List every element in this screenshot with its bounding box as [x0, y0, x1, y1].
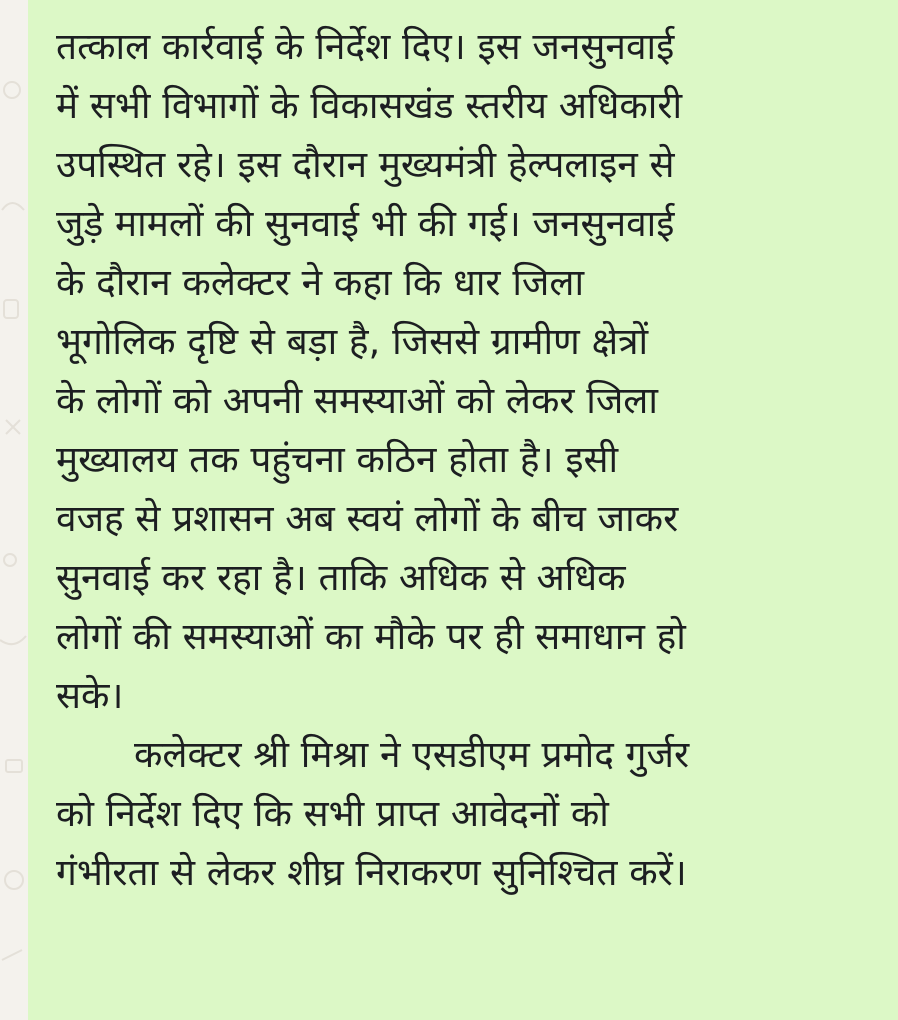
message-line-10: सुनवाई कर रहा है। ताकि अधिक से अधिक: [56, 556, 626, 599]
message-line-14: को निर्देश दिए कि सभी प्राप्त आवेदनों को: [56, 792, 609, 835]
message-line-1: तत्काल कार्रवाई के निर्देश दिए। इस जनसुनवाई: [56, 25, 675, 68]
message-line-5: के दौरान कलेक्टर ने कहा कि धार जिला: [56, 261, 585, 304]
message-line-8: मुख्यालय तक पहुंचना कठिन होता है। इसी: [56, 438, 619, 481]
message-text: [56, 17, 898, 902]
message-line-13: कलेक्टर श्री मिश्रा ने एसडीएम प्रमोद गुर्जर: [134, 733, 690, 776]
wallpaper-doodle-icon: [0, 0, 30, 1020]
message-line-3: उपस्थित रहे। इस दौरान मुख्यमंत्री हेल्पलाइन से: [56, 143, 675, 186]
message-line-7: के लोगों को अपनी समस्याओं को लेकर जिला: [56, 379, 658, 422]
message-line-12: सके।: [56, 674, 124, 717]
message-line-11: लोगों की समस्याओं का मौके पर ही समाधान हो: [56, 615, 686, 658]
message-line-15: गंभीरता से लेकर शीघ्र निराकरण सुनिश्चित करें।: [56, 851, 687, 894]
message-line-4: जुड़े मामलों की सुनवाई भी की गई। जनसुनवाई: [56, 202, 675, 245]
message-line-9: वजह से प्रशासन अब स्वयं लोगों के बीच जाकर: [56, 497, 679, 540]
message-bubble[interactable]: [28, 0, 898, 1020]
message-line-2: में सभी विभागों के विकासखंड स्तरीय अधिकारी: [56, 84, 683, 127]
message-line-6: भूगोलिक दृष्टि से बड़ा है, जिससे ग्रामीण क्षेत्रों: [56, 320, 649, 363]
